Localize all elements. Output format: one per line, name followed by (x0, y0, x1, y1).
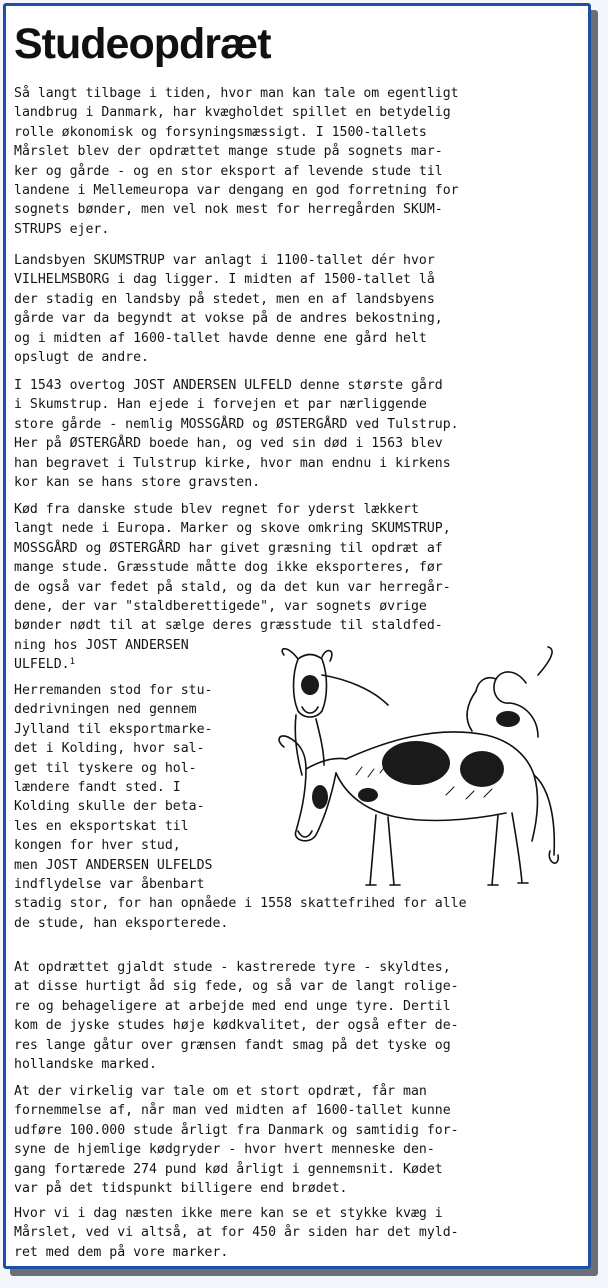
paragraph-skumstrup: Landsbyen SKUMSTRUP var anlagt i 1100-tallet dér hvor VILHELMSBORG i dag ligger. I midten af 1500-tallet lå der stadig en landsby på stedet, men en af landsbyens gårde var da begyndt at vokse på de andres bekostning, og i midten af 1600-tallet havde denne ene gård helt opslugt de andre. (14, 253, 443, 366)
paragraph-intro: Så langt tilbage i tiden, hvor man kan tale om egentligt landbrug i Danmark, har kvægholdet spillet en betydelig rolle økonomisk og forsyningsmæssigt. I 1500-tallets Mårslet blev der opdrættet mange stude på sognets mar- ker og gårde - og en stor eksport af levende stude til landene i Mellemeuropa var dengang en god forretning for sognets bønder, men vel nok mest for herregården SKUM- STRUPS ejer. (14, 86, 459, 237)
paragraph-kolding: Herremanden stod for stu- dedrivningen ned gennem Jylland til eksportmarke- det i Kolding, hvor sal- get til tyskere og hol- lændere fandt sted. I Kolding skulle der beta- les en eksportskat til kongen for hver stud, men JOST ANDERSEN ULFELDS indflydelse var åbenbart stadig stor, for han opnåede i 1558 skattefrihed for alle de stude, han eksporterede. (14, 683, 467, 931)
footnote-marker: 1 (69, 657, 75, 668)
page-title: Studeopdræt (14, 20, 271, 68)
paragraph-castration: At opdrættet gjaldt stude - kastrerede tyre - skyldtes, at disse hurtigt åd sig fede, og så var de langt rolige- re og behageligere at arbejde med end unge tyre. Dertil kom de jyske studes høje kødkvalitet, der også efter de- res lange gåtur over grænsen fandt smag på det tyske og hollandske marked. (14, 960, 459, 1073)
paragraph-meat: Kød fra danske stude blev regnet for yderst lækkert langt nede i Europa. Marker og skove omkring SKUMSTRUP, MOSSGÅRD og ØSTERGÅRD har givet græsning til opdræt af mange stude. Græsstude måtte dog ikke eksporteres, før de også var fedet på stald, og da det kun var herregår- dene, der var "staldberettigede", var sognets øvrige bønder nødt til at sælge deres græsstude til staldfed- ning hos JOST ANDERSEN ULFELD.$^1$ (14, 502, 451, 673)
paragraph-ulfeld: I 1543 overtog JOST ANDERSEN ULFELD denne største gård i Skumstrup. Han ejede i forvejen et par nærliggende store gårde - nemlig MOSSGÅRD og ØSTERGÅRD ved Tulstrup. Her på ØSTERGÅRD boede han, og ved sin død i 1563 blev han begravet i Tulstrup kirke, hvor man endnu i kirkens kor kan se hans store gravsten. (14, 378, 459, 491)
cattle-illustration (276, 645, 572, 893)
cattle-icon (276, 645, 572, 893)
paragraph-today: Hvor vi i dag næsten ikke mere kan se et stykke kvæg i Mårslet, ved vi altså, at for 450 år siden har det myld- ret med dem på vore marker. (14, 1206, 459, 1260)
paragraph-export-volume: At der virkelig var tale om et stort opdræt, får man fornemmelse af, når man ved midten af 1600-tallet kunne udføre 100.000 stude årligt fra Danmark og samtidig for- syne de hjemlige kødgryder - hvor hvert menneske den- gang fortærede 274 pund kød årligt i gennemsnit. Kødet var på det tidspunkt billigere end brødet. (14, 1084, 459, 1197)
